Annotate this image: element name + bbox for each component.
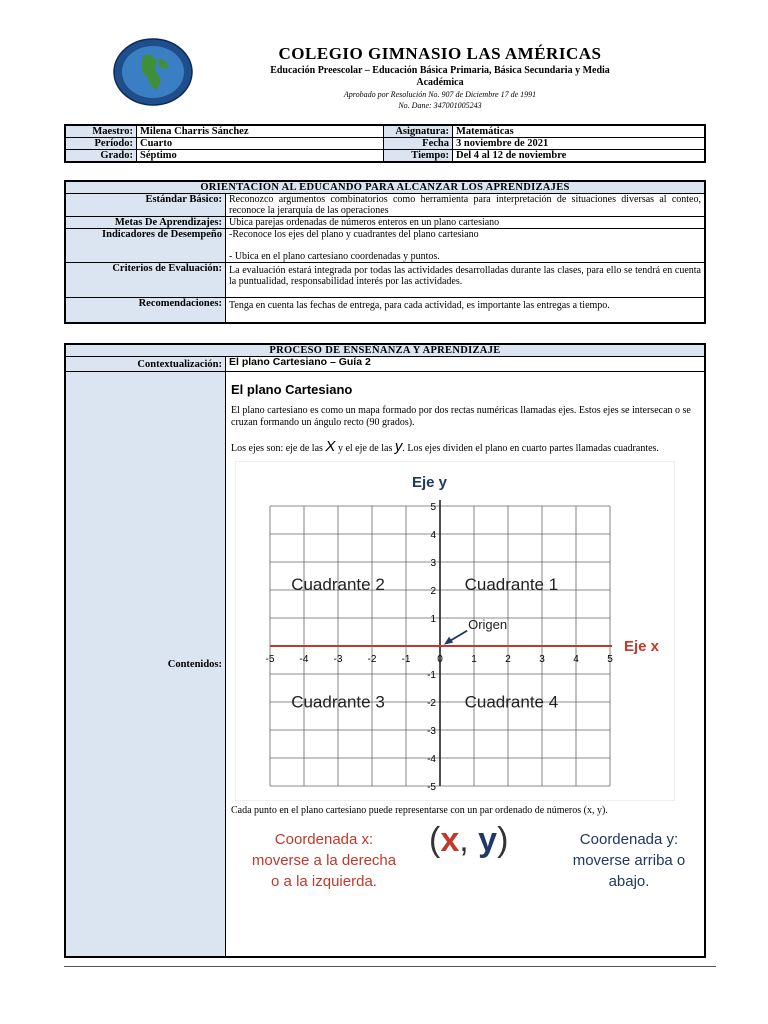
goals-label: Metas De Aprendizajes: — [65, 217, 226, 229]
coord-x-line1: Coordenada x: — [274, 831, 374, 848]
info-table — [64, 124, 706, 163]
coord-x-caption — [234, 829, 414, 892]
cartesian-plane-chart — [235, 461, 675, 801]
coordinates-figure — [229, 821, 701, 899]
indicators-cell — [226, 229, 706, 263]
contents-label: Contenidos: — [65, 372, 226, 958]
criteria-text: La evaluación estará integrada por todas las actividades desarrolladas durante las clases, para ello se tendrá en cuenta la puntualidad, responsabilidad interés por las actividades. — [226, 263, 706, 298]
x-tick-label: 4 — [573, 654, 579, 665]
standard-text: Reconozco argumentos combinatorios como herramienta para interpretación de situaciones diversas al conteo, reconoce la jerarquía de las operaciones — [226, 194, 706, 217]
x-tick-label: -2 — [367, 654, 377, 665]
coord-y-line1: Coordenada y: — [579, 831, 679, 848]
coord-y-line2: moverse arriba o — [572, 852, 686, 869]
time-label: Tiempo: — [384, 150, 453, 163]
y-tick-label: -5 — [427, 782, 436, 793]
y-tick-label: 1 — [430, 614, 436, 625]
y-letter: y — [394, 438, 403, 455]
x-axis-label: Eje x — [624, 638, 660, 655]
quadrant-label: Cuadrante 4 — [464, 692, 559, 712]
y-tick-label: -1 — [427, 670, 436, 681]
x-tick-label: 2 — [505, 654, 511, 665]
process-table — [64, 343, 706, 958]
time-value: Del 4 al 12 de noviembre — [453, 150, 706, 163]
y-axis-label: Eje y — [412, 474, 448, 491]
y-tick-label: 5 — [430, 502, 436, 513]
school-name: COLEGIO GIMNASIO LAS AMÉRICAS — [278, 44, 602, 63]
date-label: Fecha — [384, 138, 453, 150]
paragraph-2-a: Los ejes son: eje de las — [231, 443, 323, 454]
coord-x-line3: o a la izquierda. — [271, 873, 377, 890]
standard-label: Estándar Básico: — [65, 194, 226, 217]
x-tick-label: 1 — [471, 654, 477, 665]
y-tick-label: -3 — [427, 726, 436, 737]
teacher-label: Maestro: — [65, 125, 137, 138]
x-tick-label: -1 — [401, 654, 411, 665]
x-letter: X — [325, 438, 336, 455]
grade-label: Grado: — [65, 150, 137, 163]
x-tick-label: 0 — [437, 654, 443, 665]
x-tick-label: -4 — [299, 654, 309, 665]
contents-cell — [226, 372, 706, 958]
page-bottom-rule — [64, 966, 716, 967]
pair-y: y — [478, 821, 498, 859]
paragraph-1: El plano cartesiano es como un mapa formado por dos rectas numéricas llamadas ejes. Estos ejes se intersecan o se cruzan formando un ángulo recto (90 grados). — [231, 405, 691, 428]
period-label: Período: — [65, 138, 137, 150]
quadrant-label: Cuadrante 3 — [291, 692, 385, 712]
school-levels: Educación Preescolar – Educación Básica Primaria, Básica Secundaria y Media — [270, 65, 610, 76]
chart-background — [235, 461, 675, 801]
x-tick-label: -5 — [265, 654, 275, 665]
paragraph-2-c: . Los ejes dividen el plano en cuarto partes llamadas cuadrantes. — [402, 443, 659, 454]
context-label: Contextualización: — [65, 357, 226, 372]
coord-y-caption — [549, 829, 709, 892]
quadrant-label: Cuadrante 1 — [464, 575, 559, 594]
y-tick-label: 4 — [430, 530, 436, 541]
section-title: El plano Cartesiano — [231, 382, 353, 397]
subject-value: Matemáticas — [453, 125, 706, 138]
context-value: El plano Cartesiano – Guía 2 — [226, 357, 706, 372]
subject-label: Asignatura: — [384, 125, 453, 138]
school-logo — [113, 38, 193, 106]
paragraph-2-b: y el eje de las — [337, 443, 393, 454]
origin-label: Origen — [468, 617, 508, 633]
pair-x: x — [440, 821, 460, 859]
x-tick-label: -3 — [333, 654, 343, 665]
coord-x-line2: moverse a la derecha — [251, 852, 397, 869]
resolution-text: Aprobado por Resolución No. 907 de Diciembre 17 de 1991 — [343, 90, 537, 99]
grade-value: Séptimo — [137, 150, 384, 163]
y-tick-label: 2 — [430, 586, 436, 597]
pair-close: ) — [497, 821, 509, 859]
date-value: 3 noviembre de 2021 — [453, 138, 706, 150]
ordered-pair — [429, 821, 509, 859]
recommend-text: Tenga en cuenta las fechas de entrega, para cada actividad, es importante las entregas a tiempo. — [226, 298, 706, 324]
recommend-label: Recomendaciones: — [65, 298, 226, 324]
paragraph-2 — [231, 438, 701, 455]
x-tick-label: 5 — [607, 654, 613, 665]
document-header — [230, 44, 650, 110]
orientation-title: ORIENTACIÓN AL EDUCANDO PARA ALCANZAR LOS APRENDIZAJES — [65, 181, 705, 194]
quadrant-label: Cuadrante 2 — [291, 575, 385, 594]
y-tick-label: -4 — [427, 754, 436, 765]
dane-text: No. Dane: 347001005243 — [398, 101, 482, 110]
period-value: Cuarto — [137, 138, 384, 150]
indicator-2: - Ubica en el plano cartesiano coordenadas y puntos. — [229, 251, 440, 262]
pair-open: ( — [429, 821, 441, 859]
x-tick-label: 3 — [539, 654, 545, 665]
process-title: PROCESO DE ENSEÑANZA Y APRENDIZAJE — [65, 344, 705, 357]
pair-comma: , — [459, 821, 469, 859]
criteria-label: Criterios de Evaluación: — [65, 263, 226, 298]
orientation-table — [64, 180, 706, 324]
indicators-label: Indicadores de Desempeño — [65, 229, 226, 263]
coord-y-line3: abajo. — [608, 873, 650, 890]
goals-text: Ubica parejas ordenadas de números enteros en un plano cartesiano — [226, 217, 706, 229]
y-tick-label: -2 — [427, 698, 436, 709]
school-levels-2: Académica — [416, 77, 464, 88]
indicator-1: -Reconoce los ejes del plano y cuadrantes del plano cartesiano — [229, 229, 479, 240]
y-tick-label: 3 — [430, 558, 436, 569]
teacher-value: Milena Charris Sánchez — [137, 125, 384, 138]
paragraph-3: Cada punto en el plano cartesiano puede representarse con un par ordenado de números (x, y). — [231, 805, 608, 816]
